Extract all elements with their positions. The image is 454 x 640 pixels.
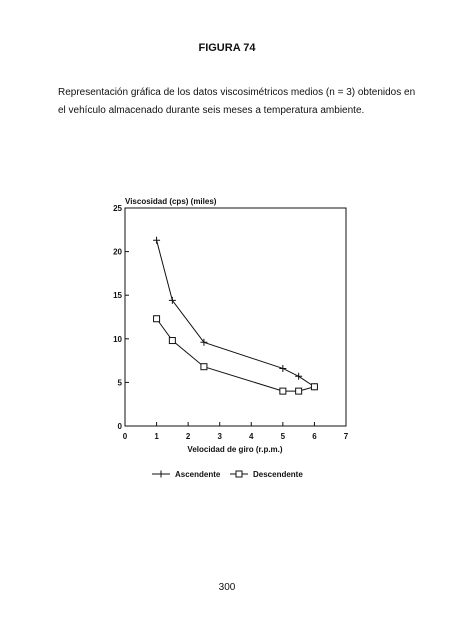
series-line-descendente bbox=[157, 319, 315, 391]
x-tick-label: 3 bbox=[217, 432, 222, 441]
y-tick-label: 15 bbox=[113, 291, 122, 301]
y-tick-label: 10 bbox=[113, 334, 122, 344]
y-axis-label: Viscosidad (cps) (miles) bbox=[125, 197, 217, 206]
series-layer bbox=[153, 237, 318, 394]
page-number: 300 bbox=[218, 582, 236, 593]
x-axis-label: Velocidad de giro (r.p.m.) bbox=[187, 445, 283, 454]
data-point-descendente bbox=[169, 338, 175, 344]
legend-label-ascendente: Ascendente bbox=[175, 470, 221, 479]
figure-title: FIGURA 74 bbox=[198, 42, 256, 54]
series-line-ascendente bbox=[157, 240, 315, 386]
y-tick-label: 25 bbox=[113, 204, 122, 213]
figure-caption: Representación gráfica de los datos viscosimétricos medios (n = 3) obtenidos en el vehículo almacenado durante seis meses a temperatura ambiente. bbox=[58, 87, 416, 116]
data-point-ascendente bbox=[279, 365, 286, 372]
data-point-descendente bbox=[280, 388, 286, 394]
y-tick-label: 5 bbox=[117, 378, 122, 388]
data-point-ascendente bbox=[153, 237, 160, 244]
x-tick-label: 5 bbox=[280, 432, 286, 441]
x-tick-label: 7 bbox=[343, 432, 349, 441]
x-tick-label: 1 bbox=[154, 432, 159, 441]
x-tick-label: 0 bbox=[122, 432, 128, 441]
data-point-descendente bbox=[296, 388, 302, 394]
legend bbox=[152, 470, 303, 479]
y-tick-label: 20 bbox=[113, 247, 122, 257]
x-tick-label: 2 bbox=[185, 432, 191, 441]
data-point-descendente bbox=[311, 384, 317, 390]
legend-marker-ascendente bbox=[158, 471, 165, 478]
data-point-descendente bbox=[154, 316, 160, 322]
legend-label-descendente: Descendente bbox=[253, 470, 303, 479]
x-tick-label: 4 bbox=[249, 432, 254, 441]
x-tick-label: 6 bbox=[312, 432, 317, 441]
data-point-descendente bbox=[201, 364, 207, 370]
y-tick-label: 0 bbox=[117, 422, 122, 431]
legend-marker-descendente bbox=[236, 471, 242, 477]
axis-ticks bbox=[113, 204, 349, 441]
data-point-ascendente bbox=[295, 373, 302, 380]
